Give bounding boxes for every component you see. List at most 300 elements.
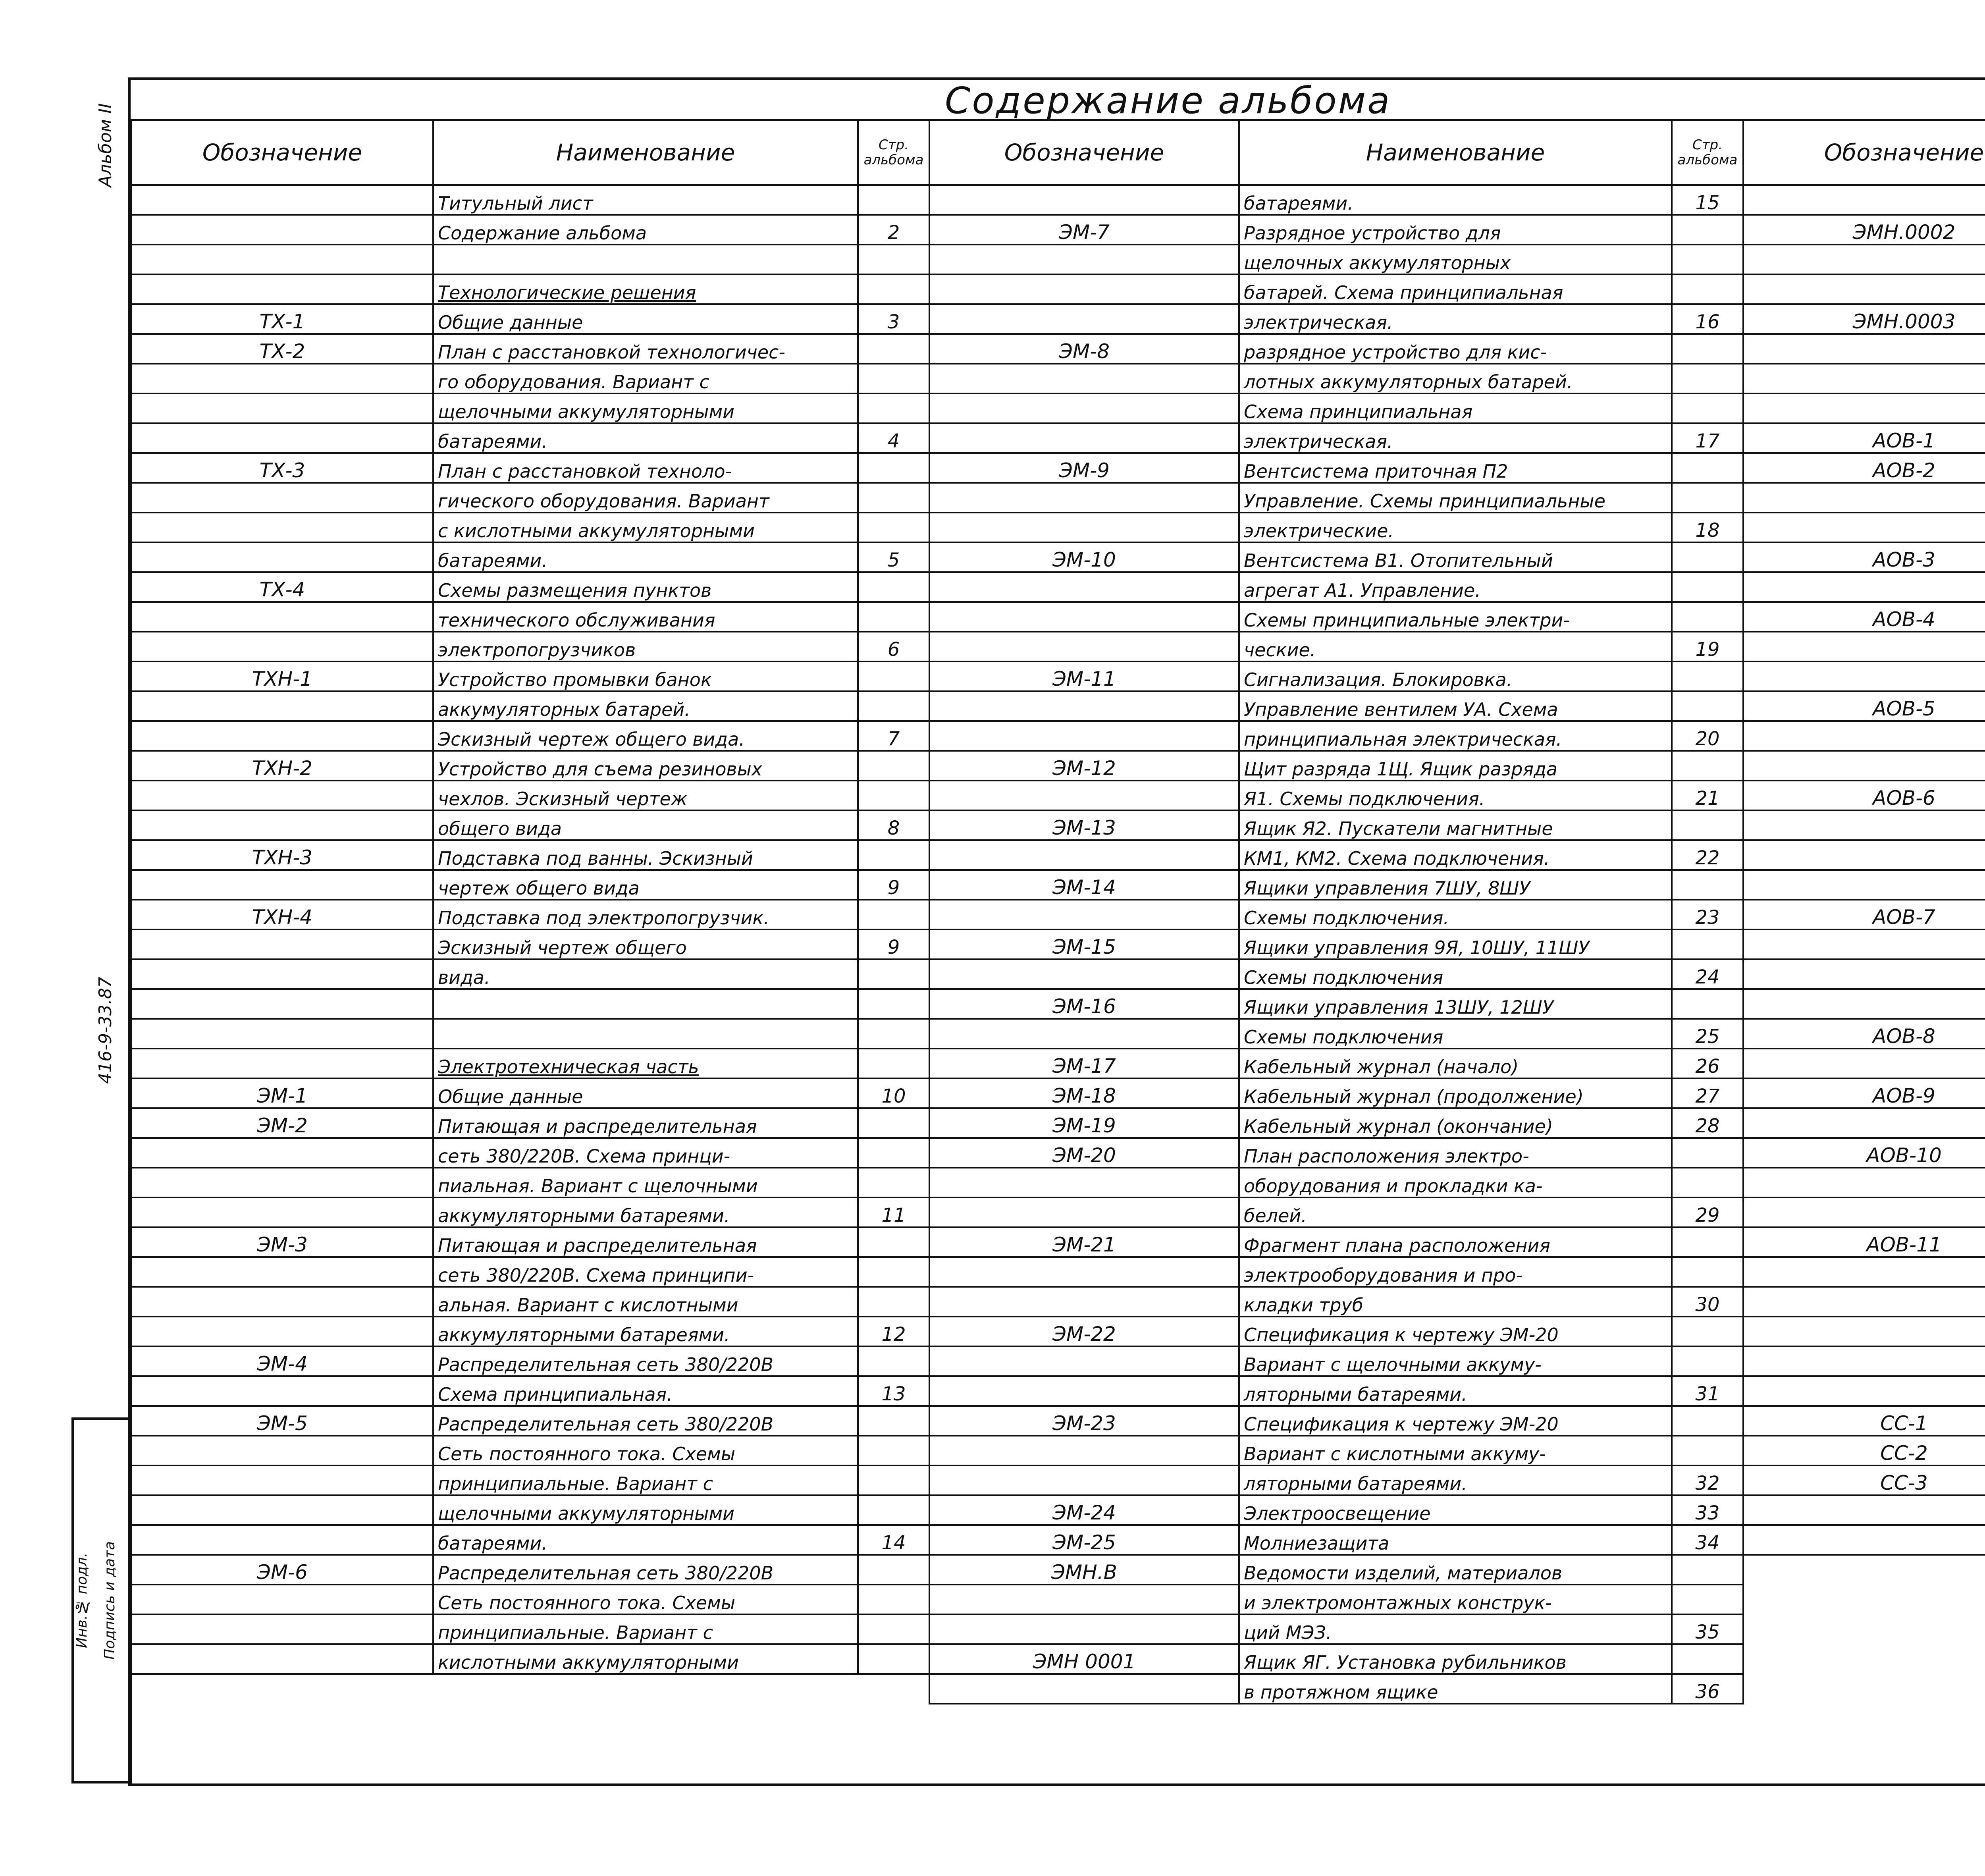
row-code: АОВ-10	[1743, 1138, 1985, 1168]
row-page: 17	[1672, 423, 1743, 453]
row-code	[131, 1138, 433, 1168]
row-page: 21	[1672, 781, 1743, 810]
row-page: 15	[1672, 185, 1743, 215]
table-row	[929, 1257, 1743, 1287]
row-name: Щит разряда 1Щ. Ящик разряда	[1239, 751, 1672, 781]
row-code: ЭМ-12	[929, 751, 1239, 781]
stamp-label-signature: Подпись и дата	[102, 1420, 131, 1781]
row-page	[1672, 364, 1743, 393]
row-page: 35	[1672, 1614, 1743, 1644]
table-row	[1743, 840, 1985, 870]
table-row	[131, 632, 929, 661]
row-code: ЭМ-18	[929, 1078, 1239, 1108]
table-row	[1743, 453, 1985, 483]
row-code	[131, 185, 433, 215]
row-page: 16	[1672, 304, 1743, 334]
row-code: ЭМ-10	[929, 542, 1239, 572]
row-page	[858, 959, 929, 989]
row-code: АОВ-9	[1743, 1078, 1985, 1108]
row-name: Ведомости изделий, материалов	[1239, 1555, 1672, 1585]
table-row	[929, 602, 1743, 632]
row-name: Молниезащита	[1239, 1525, 1672, 1555]
row-code: АОВ-7	[1743, 900, 1985, 929]
row-page: 3	[858, 304, 929, 334]
row-code	[1743, 959, 1985, 989]
row-code: ЭМ-17	[929, 1049, 1239, 1078]
row-code	[131, 691, 433, 721]
row-name: аккумуляторными батареями.	[433, 1197, 858, 1227]
row-code	[131, 274, 433, 304]
album-label: Альбом II	[95, 103, 116, 187]
row-code	[1743, 1346, 1985, 1376]
row-code	[929, 1614, 1239, 1644]
table-row	[1743, 1495, 1985, 1525]
row-name: Разрядное устройство для	[1239, 215, 1672, 245]
row-code	[131, 542, 433, 572]
table-row	[1743, 1436, 1985, 1465]
row-page	[1672, 1257, 1743, 1287]
row-name: щелочными аккумуляторными	[433, 393, 858, 423]
row-name: белей.	[1239, 1197, 1672, 1227]
contents-table-3	[1742, 119, 1985, 1556]
header-name: Наименование	[433, 120, 858, 185]
row-name: Распределительная сеть 380/220В	[433, 1555, 858, 1585]
row-code	[929, 1585, 1239, 1614]
table-row	[131, 810, 929, 840]
table-row	[131, 602, 929, 632]
row-page: 26	[1672, 1049, 1743, 1078]
row-name: Ящики управления 7ШУ, 8ШУ	[1239, 870, 1672, 900]
row-code	[929, 959, 1239, 989]
row-name: Вентсистема В1. Отопительный	[1239, 542, 1672, 572]
row-code	[929, 364, 1239, 393]
row-page	[1672, 1406, 1743, 1436]
row-name: пиальная. Вариант с щелочными	[433, 1168, 858, 1197]
table-row	[131, 870, 929, 900]
row-page	[858, 1406, 929, 1436]
row-page	[1672, 1168, 1743, 1197]
table-row	[929, 185, 1743, 215]
row-name: КМ1, КМ2. Схема подключения.	[1239, 840, 1672, 870]
table-row	[131, 1495, 929, 1525]
row-name: Технологические решения	[433, 274, 858, 304]
table-row	[929, 393, 1743, 423]
row-code: ЭМ-20	[929, 1138, 1239, 1168]
row-page: 6	[858, 632, 929, 661]
table-row	[929, 1585, 1743, 1614]
row-code: АОВ-4	[1743, 602, 1985, 632]
row-page	[858, 900, 929, 929]
table-row	[131, 691, 929, 721]
table-row	[131, 900, 929, 929]
table-row	[929, 989, 1743, 1019]
row-name: Ящики управления 13ШУ, 12ШУ	[1239, 989, 1672, 1019]
row-code	[131, 989, 433, 1019]
row-name: электрическая.	[1239, 423, 1672, 453]
row-code	[929, 483, 1239, 513]
row-name: агрегат А1. Управление.	[1239, 572, 1672, 602]
table-row	[929, 632, 1743, 661]
table-row	[1743, 1257, 1985, 1287]
row-page	[858, 453, 929, 483]
row-code: ЭМ-24	[929, 1495, 1239, 1525]
row-code	[131, 393, 433, 423]
table-row	[929, 1287, 1743, 1317]
row-page	[1672, 1346, 1743, 1376]
row-name: Содержание альбома	[433, 215, 858, 245]
row-code	[131, 781, 433, 810]
row-code	[131, 483, 433, 513]
row-code: ЭМ-21	[929, 1227, 1239, 1257]
row-name: аккумуляторными батареями.	[433, 1317, 858, 1346]
row-code	[1743, 1525, 1985, 1555]
row-code	[929, 602, 1239, 632]
row-code	[131, 423, 433, 453]
row-code: ЭМ-13	[929, 810, 1239, 840]
row-page	[858, 393, 929, 423]
table-row	[929, 274, 1743, 304]
table-row	[131, 215, 929, 245]
row-page	[1672, 572, 1743, 602]
table-row	[131, 989, 929, 1019]
row-name: гического оборудования. Вариант	[433, 483, 858, 513]
table-row	[929, 870, 1743, 900]
row-name: Кабельный журнал (начало)	[1239, 1049, 1672, 1078]
row-code	[1743, 929, 1985, 959]
row-code	[1743, 1495, 1985, 1525]
row-page	[1672, 1585, 1743, 1614]
row-page: 14	[858, 1525, 929, 1555]
table-row	[1743, 1049, 1985, 1078]
row-name: щелочными аккумуляторными	[433, 1495, 858, 1525]
row-code: ТХ-2	[131, 334, 433, 364]
row-page	[1672, 393, 1743, 423]
row-code	[1743, 870, 1985, 900]
table-row	[1743, 215, 1985, 245]
row-code: АОВ-5	[1743, 691, 1985, 721]
row-name: ческие.	[1239, 632, 1672, 661]
row-page: 2	[858, 215, 929, 245]
row-code	[1743, 393, 1985, 423]
row-name: сеть 380/220В. Схема принци-	[433, 1138, 858, 1168]
row-code	[1743, 1287, 1985, 1317]
stamp-label-inventory: Инв.№ подл.	[74, 1552, 90, 1648]
table-row	[929, 572, 1743, 602]
row-name: Сигнализация. Блокировка.	[1239, 661, 1672, 691]
table-row	[1743, 632, 1985, 661]
table-row	[1743, 542, 1985, 572]
row-name: План расположения электро-	[1239, 1138, 1672, 1168]
row-code	[1743, 1049, 1985, 1078]
table-row	[929, 1108, 1743, 1138]
table-row	[131, 185, 929, 215]
row-name: электрооборудования и про-	[1239, 1257, 1672, 1287]
row-name: принципиальные. Вариант с	[433, 1614, 858, 1644]
row-name: Схемы размещения пунктов	[433, 572, 858, 602]
row-code	[131, 632, 433, 661]
row-code	[929, 1287, 1239, 1317]
row-name: Схема принципиальная	[1239, 393, 1672, 423]
row-page	[1672, 691, 1743, 721]
table-row	[131, 453, 929, 483]
row-page	[858, 1287, 929, 1317]
row-code: ЭМ-9	[929, 453, 1239, 483]
row-code: ЭМ-4	[131, 1346, 433, 1376]
row-name: электрическая.	[1239, 304, 1672, 334]
table-row	[929, 1644, 1743, 1674]
row-name: Ящик Я2. Пускатели магнитные	[1239, 810, 1672, 840]
table-row	[131, 542, 929, 572]
row-page: 25	[1672, 1019, 1743, 1049]
row-code	[929, 1465, 1239, 1495]
row-code	[929, 691, 1239, 721]
row-page: 29	[1672, 1197, 1743, 1227]
table-row	[1743, 423, 1985, 453]
row-page	[1672, 1227, 1743, 1257]
row-name: Устройство промывки банок	[433, 661, 858, 691]
table-row	[929, 1555, 1743, 1585]
table-row	[1743, 1287, 1985, 1317]
table-row	[1743, 1019, 1985, 1049]
row-code: ЭМН.0002	[1743, 215, 1985, 245]
row-page: 27	[1672, 1078, 1743, 1108]
row-name: Управление вентилем УА. Схема	[1239, 691, 1672, 721]
row-code: ТХ-3	[131, 453, 433, 483]
table-row	[929, 1465, 1743, 1495]
table-row	[131, 572, 929, 602]
row-page	[858, 513, 929, 542]
table-row	[131, 274, 929, 304]
row-code	[131, 1019, 433, 1049]
row-code	[131, 1644, 433, 1674]
table-row	[131, 1317, 929, 1346]
row-name: ций МЭЗ.	[1239, 1614, 1672, 1644]
row-page	[1672, 334, 1743, 364]
row-code: АОВ-6	[1743, 781, 1985, 810]
row-code	[929, 632, 1239, 661]
row-code	[131, 364, 433, 393]
table-row	[929, 1614, 1743, 1644]
row-name: технического обслуживания	[433, 602, 858, 632]
row-code	[1743, 572, 1985, 602]
table-row	[131, 1049, 929, 1078]
row-page	[1672, 751, 1743, 781]
row-code	[131, 1168, 433, 1197]
row-page	[858, 274, 929, 304]
row-code	[131, 245, 433, 274]
row-name: Общие данные	[433, 304, 858, 334]
table-row	[929, 542, 1743, 572]
row-code	[1743, 513, 1985, 542]
table-row	[929, 840, 1743, 870]
row-code	[1743, 334, 1985, 364]
row-name: батареями.	[433, 423, 858, 453]
table-row	[1743, 513, 1985, 542]
row-name: лотных аккумуляторных батарей.	[1239, 364, 1672, 393]
row-code	[131, 1525, 433, 1555]
table-row	[929, 781, 1743, 810]
row-page	[858, 989, 929, 1019]
table-row	[929, 1525, 1743, 1555]
row-code	[929, 1376, 1239, 1406]
table-row	[1743, 900, 1985, 929]
table-row	[131, 1257, 929, 1287]
row-name: Устройство для съема резиновых	[433, 751, 858, 781]
table-row	[131, 929, 929, 959]
table-row	[131, 1614, 929, 1644]
row-page: 34	[1672, 1525, 1743, 1555]
table-row	[929, 900, 1743, 929]
row-page	[858, 1465, 929, 1495]
header-page: Стр. альбома	[1672, 120, 1743, 185]
row-code: ЭМ-7	[929, 215, 1239, 245]
table-row	[1743, 572, 1985, 602]
row-code	[131, 1197, 433, 1227]
row-name: го оборудования. Вариант с	[433, 364, 858, 393]
contents-table-1	[131, 119, 930, 1675]
table-row	[929, 1019, 1743, 1049]
row-code	[131, 1287, 433, 1317]
row-code	[1743, 661, 1985, 691]
table-row	[929, 1049, 1743, 1078]
row-page: 33	[1672, 1495, 1743, 1525]
row-code: ЭМ-22	[929, 1317, 1239, 1346]
table-row	[929, 1138, 1743, 1168]
row-name: кислотными аккумуляторными	[433, 1644, 858, 1674]
row-page	[858, 1138, 929, 1168]
table-row	[1743, 483, 1985, 513]
row-code: АОВ-1	[1743, 423, 1985, 453]
row-page: 30	[1672, 1287, 1743, 1317]
table-row	[131, 483, 929, 513]
row-code	[131, 1049, 433, 1078]
row-code: СС-3	[1743, 1465, 1985, 1495]
table-row	[1743, 1346, 1985, 1376]
table-row	[131, 1644, 929, 1674]
table-row	[131, 1376, 929, 1406]
table-row	[929, 1376, 1743, 1406]
row-name: Схемы принципиальные электри-	[1239, 602, 1672, 632]
table-row	[929, 959, 1743, 989]
approval-stamp	[71, 1417, 132, 1783]
row-code: ЭМ-8	[929, 334, 1239, 364]
row-name: альная. Вариант с кислотными	[433, 1287, 858, 1317]
table-row	[929, 1078, 1743, 1108]
row-name: Фрагмент плана расположения	[1239, 1227, 1672, 1257]
table-row	[929, 691, 1743, 721]
row-page: 10	[858, 1078, 929, 1108]
table-row	[1743, 691, 1985, 721]
table-row	[1743, 721, 1985, 751]
row-code	[1743, 1108, 1985, 1138]
table-row	[131, 1525, 929, 1555]
row-page	[1672, 870, 1743, 900]
table-row	[131, 1585, 929, 1614]
row-name: Вариант с кислотными аккуму-	[1239, 1436, 1672, 1465]
row-page: 22	[1672, 840, 1743, 870]
row-code: ЭМ-11	[929, 661, 1239, 691]
row-code: ЭМН.В	[929, 1555, 1239, 1585]
table-row	[1743, 989, 1985, 1019]
row-code	[929, 393, 1239, 423]
row-code	[929, 1019, 1239, 1049]
table-row	[1743, 1168, 1985, 1197]
row-page	[858, 334, 929, 364]
row-page	[858, 1555, 929, 1585]
row-name: электрические.	[1239, 513, 1672, 542]
row-code: ТХ-1	[131, 304, 433, 334]
row-code	[131, 870, 433, 900]
row-code: ТХН-4	[131, 900, 433, 929]
row-name: ляторными батареями.	[1239, 1465, 1672, 1495]
table-row	[131, 334, 929, 364]
table-row	[929, 1436, 1743, 1465]
row-code	[929, 245, 1239, 274]
table-row	[131, 1346, 929, 1376]
row-name: разрядное устройство для кис-	[1239, 334, 1672, 364]
row-code	[1743, 989, 1985, 1019]
row-code	[131, 215, 433, 245]
row-code	[1743, 1317, 1985, 1346]
row-code	[131, 959, 433, 989]
table-row	[929, 1227, 1743, 1257]
table-row	[929, 1495, 1743, 1525]
row-page	[1672, 602, 1743, 632]
row-page	[1672, 1138, 1743, 1168]
contents-table-2	[929, 119, 1744, 1704]
row-page: 18	[1672, 513, 1743, 542]
row-code: ЭМ-23	[929, 1406, 1239, 1436]
row-code: ЭМ-5	[131, 1406, 433, 1436]
row-page	[1672, 215, 1743, 245]
table-row	[929, 1168, 1743, 1197]
row-code: ЭМ-16	[929, 989, 1239, 1019]
table-row	[1743, 1227, 1985, 1257]
row-code: АОВ-8	[1743, 1019, 1985, 1049]
table-row	[131, 1078, 929, 1108]
row-page: 4	[858, 423, 929, 453]
table-row	[1743, 959, 1985, 989]
row-page: 36	[1672, 1674, 1743, 1704]
row-code	[131, 513, 433, 542]
row-code	[1743, 274, 1985, 304]
row-code: ТХН-1	[131, 661, 433, 691]
row-name: батареями.	[433, 542, 858, 572]
row-name: щелочных аккумуляторных	[1239, 245, 1672, 274]
row-name: Эскизный чертеж общего	[433, 929, 858, 959]
row-code: ЭМН.0003	[1743, 304, 1985, 334]
row-name: План с расстановкой техноло-	[433, 453, 858, 483]
table-row	[1743, 245, 1985, 274]
row-name: Питающая и распределительная	[433, 1108, 858, 1138]
row-code	[929, 185, 1239, 215]
table-row	[131, 423, 929, 453]
table-row	[131, 1406, 929, 1436]
row-code: ЭМ-6	[131, 1555, 433, 1585]
row-page	[1672, 810, 1743, 840]
row-page	[858, 1644, 929, 1674]
table-row	[131, 840, 929, 870]
row-page	[1672, 661, 1743, 691]
table-row	[929, 1674, 1743, 1704]
row-code	[929, 1346, 1239, 1376]
row-page	[858, 483, 929, 513]
table-row	[1743, 751, 1985, 781]
page-title: Содержание альбома	[945, 79, 1391, 122]
row-page	[858, 1346, 929, 1376]
row-page: 24	[1672, 959, 1743, 989]
row-code	[1743, 1257, 1985, 1287]
